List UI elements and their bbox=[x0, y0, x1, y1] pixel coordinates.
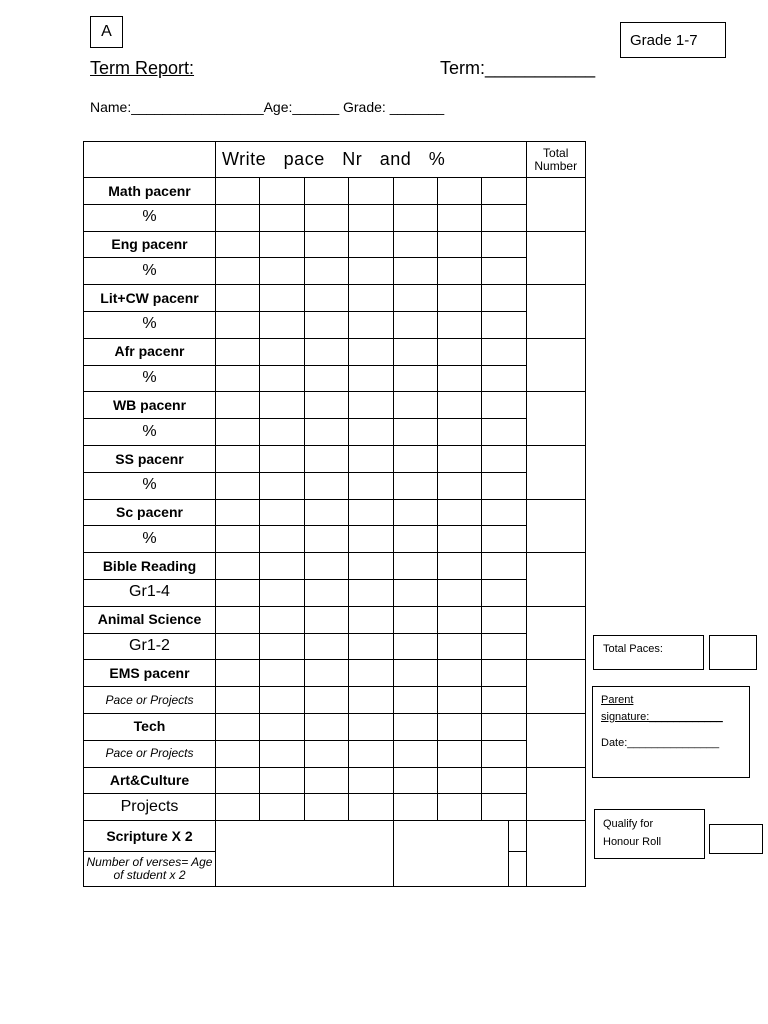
pace-cell[interactable] bbox=[216, 767, 260, 794]
score-cell[interactable] bbox=[216, 365, 260, 392]
score-cell[interactable] bbox=[393, 258, 437, 285]
total-cell[interactable] bbox=[526, 445, 585, 499]
pace-cell[interactable] bbox=[216, 338, 260, 365]
score-cell[interactable] bbox=[393, 740, 437, 767]
score-cell[interactable] bbox=[304, 633, 348, 660]
scripture-cell-a[interactable] bbox=[216, 821, 394, 887]
subject-sub-label: Gr1-4 bbox=[84, 579, 216, 606]
pace-cell[interactable] bbox=[304, 285, 348, 312]
pace-cell[interactable] bbox=[349, 338, 393, 365]
subject-sub-label: % bbox=[84, 258, 216, 285]
pace-cell[interactable] bbox=[437, 445, 481, 472]
subject-sub-row bbox=[84, 794, 586, 821]
pace-cell[interactable] bbox=[393, 178, 437, 205]
pace-cell[interactable] bbox=[260, 392, 304, 419]
total-cell[interactable] bbox=[526, 338, 585, 392]
pace-cell[interactable] bbox=[482, 767, 526, 794]
pace-cell[interactable] bbox=[393, 767, 437, 794]
pace-cell[interactable] bbox=[216, 445, 260, 472]
pace-cell[interactable] bbox=[437, 392, 481, 419]
score-cell[interactable] bbox=[216, 204, 260, 231]
grade-range-box bbox=[620, 22, 726, 58]
score-cell[interactable] bbox=[216, 472, 260, 499]
score-cell[interactable] bbox=[304, 579, 348, 606]
subject-label: Art&Culture bbox=[84, 767, 216, 794]
score-cell[interactable] bbox=[260, 740, 304, 767]
subject-label: Tech bbox=[84, 713, 216, 740]
subject-sub-row bbox=[84, 258, 586, 285]
pace-cell[interactable] bbox=[393, 660, 437, 687]
subject-sub-row bbox=[84, 365, 586, 392]
total-cell[interactable] bbox=[526, 285, 585, 339]
pace-cell[interactable] bbox=[393, 285, 437, 312]
header-row bbox=[84, 142, 586, 178]
score-cell[interactable] bbox=[437, 740, 481, 767]
score-cell[interactable] bbox=[393, 472, 437, 499]
total-cell[interactable] bbox=[526, 178, 585, 232]
score-cell[interactable] bbox=[216, 579, 260, 606]
total-paces-value-box[interactable] bbox=[709, 635, 757, 670]
score-cell[interactable] bbox=[482, 472, 526, 499]
score-cell[interactable] bbox=[349, 633, 393, 660]
form-letter: A bbox=[101, 23, 112, 40]
subject-sub-row bbox=[84, 579, 586, 606]
score-cell[interactable] bbox=[304, 472, 348, 499]
scripture-total-cell[interactable] bbox=[526, 821, 585, 887]
score-cell[interactable] bbox=[349, 204, 393, 231]
score-cell[interactable] bbox=[393, 365, 437, 392]
subject-sub-label: Projects bbox=[84, 794, 216, 821]
score-cell[interactable] bbox=[349, 687, 393, 714]
pace-cell[interactable] bbox=[216, 499, 260, 526]
score-cell[interactable] bbox=[482, 204, 526, 231]
term-field[interactable]: Term:___________ bbox=[440, 58, 596, 78]
pace-cell[interactable] bbox=[304, 499, 348, 526]
score-cell[interactable] bbox=[437, 579, 481, 606]
pace-cell[interactable] bbox=[482, 178, 526, 205]
pace-cell[interactable] bbox=[304, 606, 348, 633]
pace-cell[interactable] bbox=[349, 553, 393, 580]
subject-sub-row bbox=[84, 311, 586, 338]
pace-cell[interactable] bbox=[482, 713, 526, 740]
pace-cell[interactable] bbox=[216, 606, 260, 633]
subject-row bbox=[84, 660, 586, 687]
header-corner-cell bbox=[84, 142, 216, 178]
score-cell[interactable] bbox=[349, 419, 393, 446]
pace-cell[interactable] bbox=[216, 285, 260, 312]
pace-cell[interactable] bbox=[260, 231, 304, 258]
pace-cell[interactable] bbox=[437, 338, 481, 365]
pace-cell[interactable] bbox=[393, 499, 437, 526]
pace-cell[interactable] bbox=[393, 606, 437, 633]
pace-cell[interactable] bbox=[304, 392, 348, 419]
pace-cell[interactable] bbox=[260, 178, 304, 205]
pace-cell[interactable] bbox=[216, 231, 260, 258]
pace-cell[interactable] bbox=[482, 445, 526, 472]
score-cell[interactable] bbox=[260, 526, 304, 553]
subject-sub-label: % bbox=[84, 419, 216, 446]
subject-sub-label: % bbox=[84, 472, 216, 499]
pace-cell[interactable] bbox=[349, 713, 393, 740]
pace-cell[interactable] bbox=[437, 231, 481, 258]
subject-sub-label: % bbox=[84, 526, 216, 553]
score-cell[interactable] bbox=[482, 311, 526, 338]
subject-row bbox=[84, 767, 586, 794]
pace-cell[interactable] bbox=[304, 713, 348, 740]
scripture-row bbox=[84, 821, 586, 851]
score-cell[interactable] bbox=[437, 687, 481, 714]
subject-label: Afr pacenr bbox=[84, 338, 216, 365]
pace-cell[interactable] bbox=[260, 499, 304, 526]
score-cell[interactable] bbox=[349, 740, 393, 767]
total-cell[interactable] bbox=[526, 767, 585, 821]
scripture-label: Scripture X 2 bbox=[84, 821, 216, 851]
score-cell[interactable] bbox=[393, 526, 437, 553]
pace-cell[interactable] bbox=[216, 553, 260, 580]
pace-cell[interactable] bbox=[437, 285, 481, 312]
form-letter-box bbox=[90, 16, 123, 48]
pace-cell[interactable] bbox=[216, 178, 260, 205]
score-cell[interactable] bbox=[393, 311, 437, 338]
subject-row bbox=[84, 285, 586, 312]
score-cell[interactable] bbox=[393, 204, 437, 231]
total-paces-label: Total Paces: bbox=[603, 643, 663, 655]
subject-label: EMS pacenr bbox=[84, 660, 216, 687]
score-cell[interactable] bbox=[349, 472, 393, 499]
subject-label: Lit+CW pacenr bbox=[84, 285, 216, 312]
pace-cell[interactable] bbox=[393, 445, 437, 472]
student-info-line[interactable]: Name:_________________Age:______ Grade: _______ bbox=[90, 99, 445, 115]
pace-cell[interactable] bbox=[349, 606, 393, 633]
parent-signature-label: Parent signature:____________ bbox=[601, 694, 723, 723]
honour-roll-box bbox=[594, 809, 705, 859]
score-cell[interactable] bbox=[393, 794, 437, 821]
score-cell[interactable] bbox=[304, 740, 348, 767]
score-cell[interactable] bbox=[260, 311, 304, 338]
score-cell[interactable] bbox=[393, 419, 437, 446]
pace-cell[interactable] bbox=[437, 713, 481, 740]
subject-sub-label: % bbox=[84, 365, 216, 392]
honour-roll-label: Qualify for Honour Roll bbox=[603, 818, 662, 848]
subject-row bbox=[84, 713, 586, 740]
subject-label: Eng pacenr bbox=[84, 231, 216, 258]
score-cell[interactable] bbox=[437, 472, 481, 499]
score-cell[interactable] bbox=[260, 794, 304, 821]
pace-cell[interactable] bbox=[482, 285, 526, 312]
pace-cell[interactable] bbox=[349, 499, 393, 526]
subject-row bbox=[84, 499, 586, 526]
pace-cell[interactable] bbox=[304, 231, 348, 258]
subject-sub-label: Gr1-2 bbox=[84, 633, 216, 660]
pace-cell[interactable] bbox=[260, 553, 304, 580]
score-cell[interactable] bbox=[304, 526, 348, 553]
pace-cell[interactable] bbox=[304, 338, 348, 365]
score-cell[interactable] bbox=[260, 204, 304, 231]
total-cell[interactable] bbox=[526, 553, 585, 607]
score-cell[interactable] bbox=[482, 633, 526, 660]
score-cell[interactable] bbox=[393, 687, 437, 714]
score-cell[interactable] bbox=[304, 311, 348, 338]
score-cell[interactable] bbox=[393, 579, 437, 606]
subject-sub-label: Pace or Projects bbox=[84, 740, 216, 767]
score-cell[interactable] bbox=[260, 472, 304, 499]
pace-cell[interactable] bbox=[349, 285, 393, 312]
score-cell[interactable] bbox=[349, 365, 393, 392]
pace-cell[interactable] bbox=[304, 178, 348, 205]
total-cell[interactable] bbox=[526, 606, 585, 660]
total-paces-box bbox=[593, 635, 704, 670]
score-cell[interactable] bbox=[304, 204, 348, 231]
score-cell[interactable] bbox=[349, 794, 393, 821]
score-cell[interactable] bbox=[304, 687, 348, 714]
score-cell[interactable] bbox=[216, 258, 260, 285]
pace-cell[interactable] bbox=[393, 338, 437, 365]
score-cell[interactable] bbox=[437, 794, 481, 821]
score-cell[interactable] bbox=[260, 365, 304, 392]
score-cell[interactable] bbox=[260, 687, 304, 714]
pace-cell[interactable] bbox=[349, 767, 393, 794]
score-cell[interactable] bbox=[349, 311, 393, 338]
score-cell[interactable] bbox=[216, 419, 260, 446]
parent-signature-box[interactable] bbox=[592, 686, 750, 778]
pace-cell[interactable] bbox=[216, 392, 260, 419]
scripture-note: Number of verses= Age of student x 2 bbox=[84, 851, 216, 887]
score-cell[interactable] bbox=[437, 204, 481, 231]
score-cell[interactable] bbox=[482, 258, 526, 285]
score-cell[interactable] bbox=[304, 258, 348, 285]
subject-sub-row bbox=[84, 204, 586, 231]
subject-label: Animal Science bbox=[84, 606, 216, 633]
score-cell[interactable] bbox=[437, 633, 481, 660]
score-cell[interactable] bbox=[216, 311, 260, 338]
page-title: Term Report: bbox=[90, 58, 195, 78]
score-cell[interactable] bbox=[304, 365, 348, 392]
pace-cell[interactable] bbox=[260, 660, 304, 687]
pace-cell[interactable] bbox=[260, 713, 304, 740]
pace-cell[interactable] bbox=[260, 285, 304, 312]
score-cell[interactable] bbox=[216, 687, 260, 714]
total-cell[interactable] bbox=[526, 231, 585, 285]
score-cell[interactable] bbox=[304, 419, 348, 446]
score-cell[interactable] bbox=[482, 794, 526, 821]
score-cell[interactable] bbox=[349, 526, 393, 553]
score-cell[interactable] bbox=[437, 419, 481, 446]
subject-row bbox=[84, 606, 586, 633]
score-cell[interactable] bbox=[260, 258, 304, 285]
score-cell[interactable] bbox=[482, 687, 526, 714]
subject-row bbox=[84, 178, 586, 205]
score-cell[interactable] bbox=[437, 526, 481, 553]
subject-row bbox=[84, 553, 586, 580]
pace-cell[interactable] bbox=[393, 553, 437, 580]
score-cell[interactable] bbox=[482, 579, 526, 606]
score-cell[interactable] bbox=[437, 365, 481, 392]
score-cell[interactable] bbox=[437, 311, 481, 338]
pace-cell[interactable] bbox=[304, 553, 348, 580]
pace-cell[interactable] bbox=[393, 713, 437, 740]
subject-sub-row bbox=[84, 687, 586, 714]
score-cell[interactable] bbox=[260, 633, 304, 660]
subject-sub-row bbox=[84, 740, 586, 767]
pace-cell[interactable] bbox=[349, 231, 393, 258]
total-cell[interactable] bbox=[526, 392, 585, 446]
pace-cell[interactable] bbox=[437, 660, 481, 687]
score-cell[interactable] bbox=[482, 419, 526, 446]
pace-cell[interactable] bbox=[437, 606, 481, 633]
date-label: Date:_______________ bbox=[601, 737, 720, 749]
subject-label: SS pacenr bbox=[84, 445, 216, 472]
pace-cell[interactable] bbox=[304, 767, 348, 794]
score-cell[interactable] bbox=[304, 794, 348, 821]
pace-cell[interactable] bbox=[260, 767, 304, 794]
pace-cell[interactable] bbox=[349, 392, 393, 419]
score-cell[interactable] bbox=[260, 419, 304, 446]
pace-cell[interactable] bbox=[482, 606, 526, 633]
score-cell[interactable] bbox=[349, 258, 393, 285]
subject-row bbox=[84, 231, 586, 258]
pace-cell[interactable] bbox=[304, 445, 348, 472]
subject-label: Math pacenr bbox=[84, 178, 216, 205]
pace-cell[interactable] bbox=[349, 445, 393, 472]
pace-cell[interactable] bbox=[437, 767, 481, 794]
subject-sub-label: % bbox=[84, 204, 216, 231]
score-cell[interactable] bbox=[482, 740, 526, 767]
total-cell[interactable] bbox=[526, 713, 585, 767]
pace-cell[interactable] bbox=[349, 178, 393, 205]
subject-sub-label: Pace or Projects bbox=[84, 687, 216, 714]
pace-cell[interactable] bbox=[260, 338, 304, 365]
write-pace-header: Write pace Nr and % bbox=[216, 142, 527, 178]
pace-cell[interactable] bbox=[393, 392, 437, 419]
subject-sub-row bbox=[84, 633, 586, 660]
score-cell[interactable] bbox=[216, 740, 260, 767]
total-cell[interactable] bbox=[526, 499, 585, 553]
score-cell[interactable] bbox=[393, 633, 437, 660]
total-cell[interactable] bbox=[526, 660, 585, 714]
subject-sub-row bbox=[84, 472, 586, 499]
subject-row bbox=[84, 445, 586, 472]
score-cell[interactable] bbox=[216, 526, 260, 553]
subject-row bbox=[84, 338, 586, 365]
score-cell[interactable] bbox=[260, 579, 304, 606]
pace-cell[interactable] bbox=[393, 231, 437, 258]
score-cell[interactable] bbox=[482, 526, 526, 553]
total-number-header: Total Number bbox=[526, 142, 585, 178]
score-cell[interactable] bbox=[216, 794, 260, 821]
pace-cell[interactable] bbox=[437, 553, 481, 580]
score-cell[interactable] bbox=[216, 633, 260, 660]
subject-sub-row bbox=[84, 526, 586, 553]
subject-row bbox=[84, 392, 586, 419]
subject-label: WB pacenr bbox=[84, 392, 216, 419]
pace-cell[interactable] bbox=[304, 660, 348, 687]
pace-cell[interactable] bbox=[482, 392, 526, 419]
pace-cell[interactable] bbox=[482, 660, 526, 687]
pace-cell[interactable] bbox=[482, 499, 526, 526]
pace-cell[interactable] bbox=[216, 660, 260, 687]
pace-cell[interactable] bbox=[437, 499, 481, 526]
score-cell[interactable] bbox=[437, 258, 481, 285]
report-table bbox=[83, 141, 586, 887]
scripture-cell-b[interactable] bbox=[393, 821, 526, 887]
score-cell[interactable] bbox=[349, 579, 393, 606]
pace-cell[interactable] bbox=[482, 338, 526, 365]
pace-cell[interactable] bbox=[260, 606, 304, 633]
grade-range: Grade 1-7 bbox=[630, 31, 698, 49]
pace-cell[interactable] bbox=[482, 553, 526, 580]
score-cell[interactable] bbox=[482, 365, 526, 392]
pace-cell[interactable] bbox=[437, 178, 481, 205]
pace-cell[interactable] bbox=[216, 713, 260, 740]
subject-label: Sc pacenr bbox=[84, 499, 216, 526]
subject-sub-row bbox=[84, 419, 586, 446]
pace-cell[interactable] bbox=[260, 445, 304, 472]
pace-cell[interactable] bbox=[349, 660, 393, 687]
pace-cell[interactable] bbox=[482, 231, 526, 258]
honour-roll-value-box[interactable] bbox=[709, 824, 763, 854]
subject-sub-label: % bbox=[84, 311, 216, 338]
subject-label: Bible Reading bbox=[84, 553, 216, 580]
